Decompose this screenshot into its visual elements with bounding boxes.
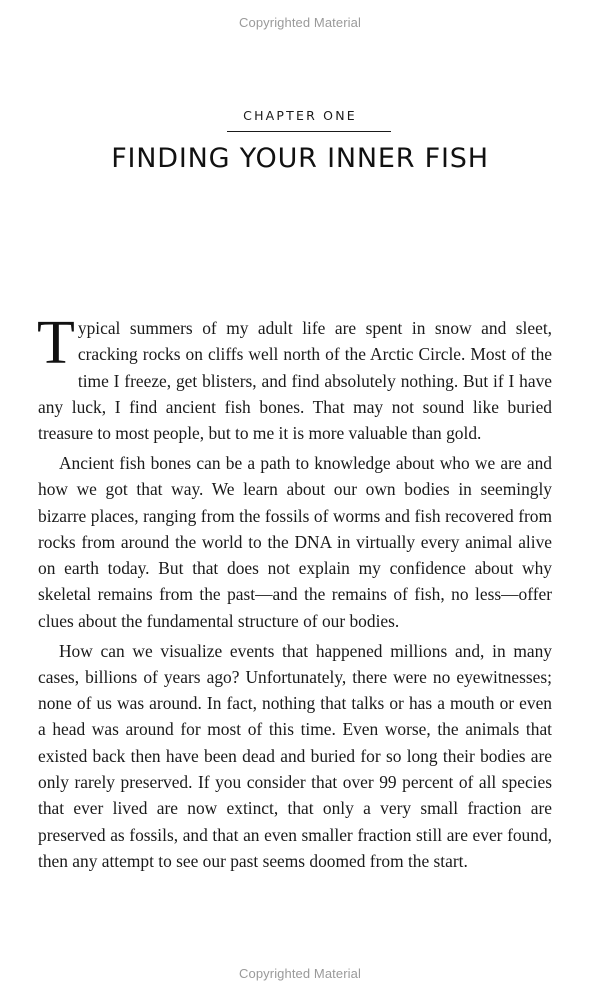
chapter-body [37,309,552,878]
paragraph-1 [37,309,552,446]
chapter-label: CHAPTER ONE [243,108,357,123]
paragraph-3: How can we visualize events that happened millions and, in many cases, billions of years ago? Unfortunately, there were no eyewitnesses; none of us was around. In fact, nothing that talks or has a mouth or even a head was around for most of this time. Even worse, the animals that existed back then have been dead and buried for so long their bodies are only rarely preserved. If you consider that over 99 percent of all species that ever lived are now extinct, that only a very small fraction are preserved as fossils, and that an even smaller fraction still are ever found, then any attempt to see our past seems doomed from the start. [38,640,552,871]
chapter-divider [227,131,391,132]
paragraph-1-text: ypical summers of my adult life are spent in snow and sleet, cracking rocks on cliffs well north of the Arctic Circle. Most of the time I freeze, get blisters, and find absolutely nothing. But if I have any luck, I find ancient fish bones. That may not sound like buried treasure to most people, but to me it is more valuable than gold. [38,318,552,444]
copyright-watermark-top: Copyrighted Material [239,15,361,30]
chapter-title: FINDING YOUR INNER FISH [111,143,489,174]
copyright-watermark-bottom: Copyrighted Material [239,966,361,981]
paragraph-2: Ancient fish bones can be a path to knowledge about who we are and how we got that way. We learn about our own bodies in seemingly bizarre places, ranging from the fossils of worms and fish recovered from rocks from around the world to the DNA in virtually every animal alive on earth today. But that does not explain my confidence about why skeletal remains from the past—and the remains of fish, no less—offer clues about the fundamental structure of our bodies. [38,452,552,631]
drop-cap: T [37,309,75,377]
